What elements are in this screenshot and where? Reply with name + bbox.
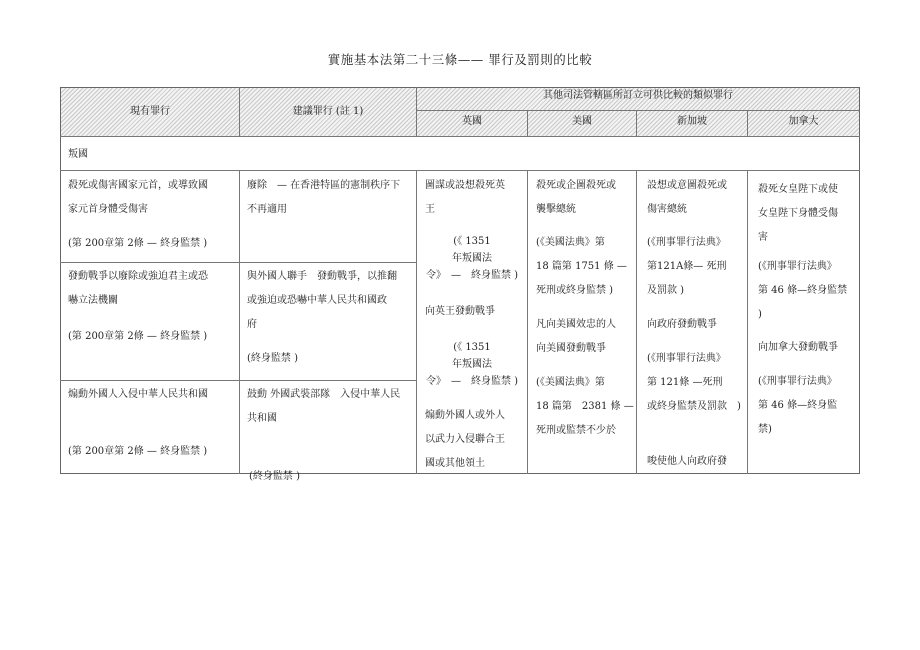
- cite-line: 年叛國法: [452, 359, 492, 370]
- cite-line: 死刑或終身監禁 ): [536, 285, 614, 296]
- offence-line: 家元首身體受傷害: [68, 204, 148, 215]
- us-cite-1: [536, 231, 627, 303]
- header-other-jurisdictions: 其他司法管轄區所訂立可供比較的類似罪行: [543, 90, 733, 101]
- cite-line: 第121A條— 死刑: [647, 261, 727, 272]
- cite-line: (《刑事罪行法典》: [758, 261, 837, 272]
- sg-offence-1: [647, 174, 727, 222]
- sg-offence-2: 向政府發動戰爭: [647, 319, 717, 330]
- offence-line: 害: [758, 232, 768, 243]
- row3-existing: [68, 383, 208, 407]
- offence-line: 殺死女皇陛下或使: [758, 184, 838, 195]
- uk-offence-3: [425, 404, 505, 476]
- cite-line: 第 46 條—終身監: [758, 400, 838, 411]
- offence-line: 煽動外國人或外人: [425, 410, 505, 421]
- offence-line: 發動戰爭以廢除或強迫君主或恐: [68, 271, 208, 282]
- cite-line: 第 121條 —死刑: [647, 377, 723, 388]
- sg-cite-1: [647, 231, 727, 303]
- cite-line: 或終身監禁及罰款 ): [647, 401, 741, 412]
- cite-line: (《刑事罪行法典》: [758, 376, 837, 387]
- grid-line: [416, 110, 860, 111]
- offence-line: 以武力入侵聯合王: [425, 434, 505, 445]
- cite-line: 及罰款 ): [647, 285, 685, 296]
- offence-line: 或強迫或恐嚇中華人民共和國政: [247, 295, 387, 306]
- offence-line: 王: [425, 204, 435, 215]
- offence-line: 府: [247, 319, 257, 330]
- offence-line: 設想或意圖殺死或: [647, 180, 727, 191]
- offence-line: 與外國人聯手 發動戰爭，以推翻: [247, 271, 397, 282]
- uk-offence-2: 向英王發動戰爭: [425, 306, 495, 317]
- uk-cite-2: [418, 339, 526, 390]
- row3-proposed-cite: (終身監禁 ): [249, 471, 300, 482]
- offence-line: 女皇陛下身體受傷: [758, 208, 838, 219]
- row2-existing: [68, 265, 208, 313]
- grid-line: [747, 170, 748, 474]
- us-cite-2: [536, 371, 634, 443]
- ca-offence-2: 向加拿大發動戰爭: [758, 342, 838, 353]
- cite-line: (《 1351: [453, 236, 491, 247]
- ca-cite-1: [758, 255, 847, 327]
- header-uk: 英國: [462, 116, 482, 127]
- section-label: 叛國: [68, 149, 88, 160]
- offence-line: 殺死或傷害國家元首，或導致國: [68, 180, 208, 191]
- row1-existing-cite: (第 200章第 2條 — 終身監禁 ): [68, 238, 208, 249]
- row2-proposed: [247, 265, 397, 337]
- header-us: 美國: [572, 116, 592, 127]
- grid-line: [636, 170, 637, 474]
- row1-proposed: [247, 174, 400, 222]
- sg-offence-3: 唆使他人向政府發: [647, 456, 727, 467]
- offence-line: 鼓動 外國武裝部隊 入侵中華人民: [247, 389, 401, 400]
- cite-line: 年叛國法: [452, 253, 492, 264]
- header-existing: 現有罪行: [130, 106, 170, 117]
- cite-line: (《美國法典》第: [536, 237, 605, 248]
- grid-line: [60, 136, 860, 137]
- cite-line: (《刑事罪行法典》: [647, 353, 726, 364]
- row3-existing-cite: (第 200章第 2條 — 終身監禁 ): [68, 446, 208, 457]
- row1-existing: [68, 174, 208, 222]
- grid-line: [527, 170, 528, 474]
- offence-line: 嚇立法機關: [68, 295, 118, 306]
- header-proposed: 建議罪行 (註 1): [292, 106, 364, 117]
- header-canada: 加拿大: [788, 116, 819, 127]
- grid-line: [60, 170, 860, 171]
- cite-line: (《 1351: [453, 342, 491, 353]
- offence-line: 不再適用: [247, 204, 287, 215]
- cite-line: 死刑或監禁不少於: [536, 425, 616, 436]
- sg-cite-2: [647, 347, 741, 419]
- cite-line: 18 篇第 2381 條 —: [536, 401, 634, 412]
- uk-cite-1: [418, 233, 526, 284]
- cite-line: 18 篇第 1751 條 —: [536, 261, 627, 272]
- offence-line: 凡向美國效忠的人: [536, 319, 616, 330]
- row2-existing-cite: (第 200章第 2條 — 終身監禁 ): [68, 331, 208, 342]
- us-offence-2: [536, 313, 616, 361]
- offence-line: 向美國發動戰爭: [536, 343, 606, 354]
- ca-offence-1: [758, 178, 838, 250]
- header-singapore: 新加坡: [677, 116, 707, 127]
- offence-line: 廢除 — 在香港特區的憲制秩序下: [247, 180, 401, 191]
- ca-cite-2: [758, 370, 837, 442]
- offence-line: 傷害總統: [647, 204, 687, 215]
- offence-line: 圖謀或設想殺死英: [425, 180, 505, 191]
- grid-line: [416, 170, 417, 474]
- cite-line: 令》 — 終身監禁 ): [425, 376, 519, 387]
- uk-offence-1: [425, 174, 505, 222]
- us-offence-1: [536, 174, 616, 222]
- offence-line: 共和國: [247, 413, 277, 424]
- cite-line: 第 46 條—終身監禁: [758, 285, 848, 296]
- offence-line: 國或其他領土: [425, 458, 485, 469]
- cite-line: (《刑事罪行法典》: [647, 237, 726, 248]
- grid-line: [239, 170, 240, 474]
- cite-line: ): [758, 309, 762, 320]
- offence-line: 襲擊總統: [536, 204, 576, 215]
- row2-proposed-cite: (終身監禁 ): [247, 353, 298, 364]
- cite-line: 禁): [758, 424, 772, 435]
- page-title: 實施基本法第二十三條—— 罪行及罰則的比較: [327, 52, 593, 67]
- offence-line: 殺死或企圖殺死或: [536, 180, 616, 191]
- cite-line: (《美國法典》第: [536, 377, 605, 388]
- row3-proposed: [247, 383, 400, 431]
- cite-line: 令》 — 終身監禁 ): [425, 270, 519, 281]
- offence-line: 煽動外國人入侵中華人民共和國: [68, 389, 208, 400]
